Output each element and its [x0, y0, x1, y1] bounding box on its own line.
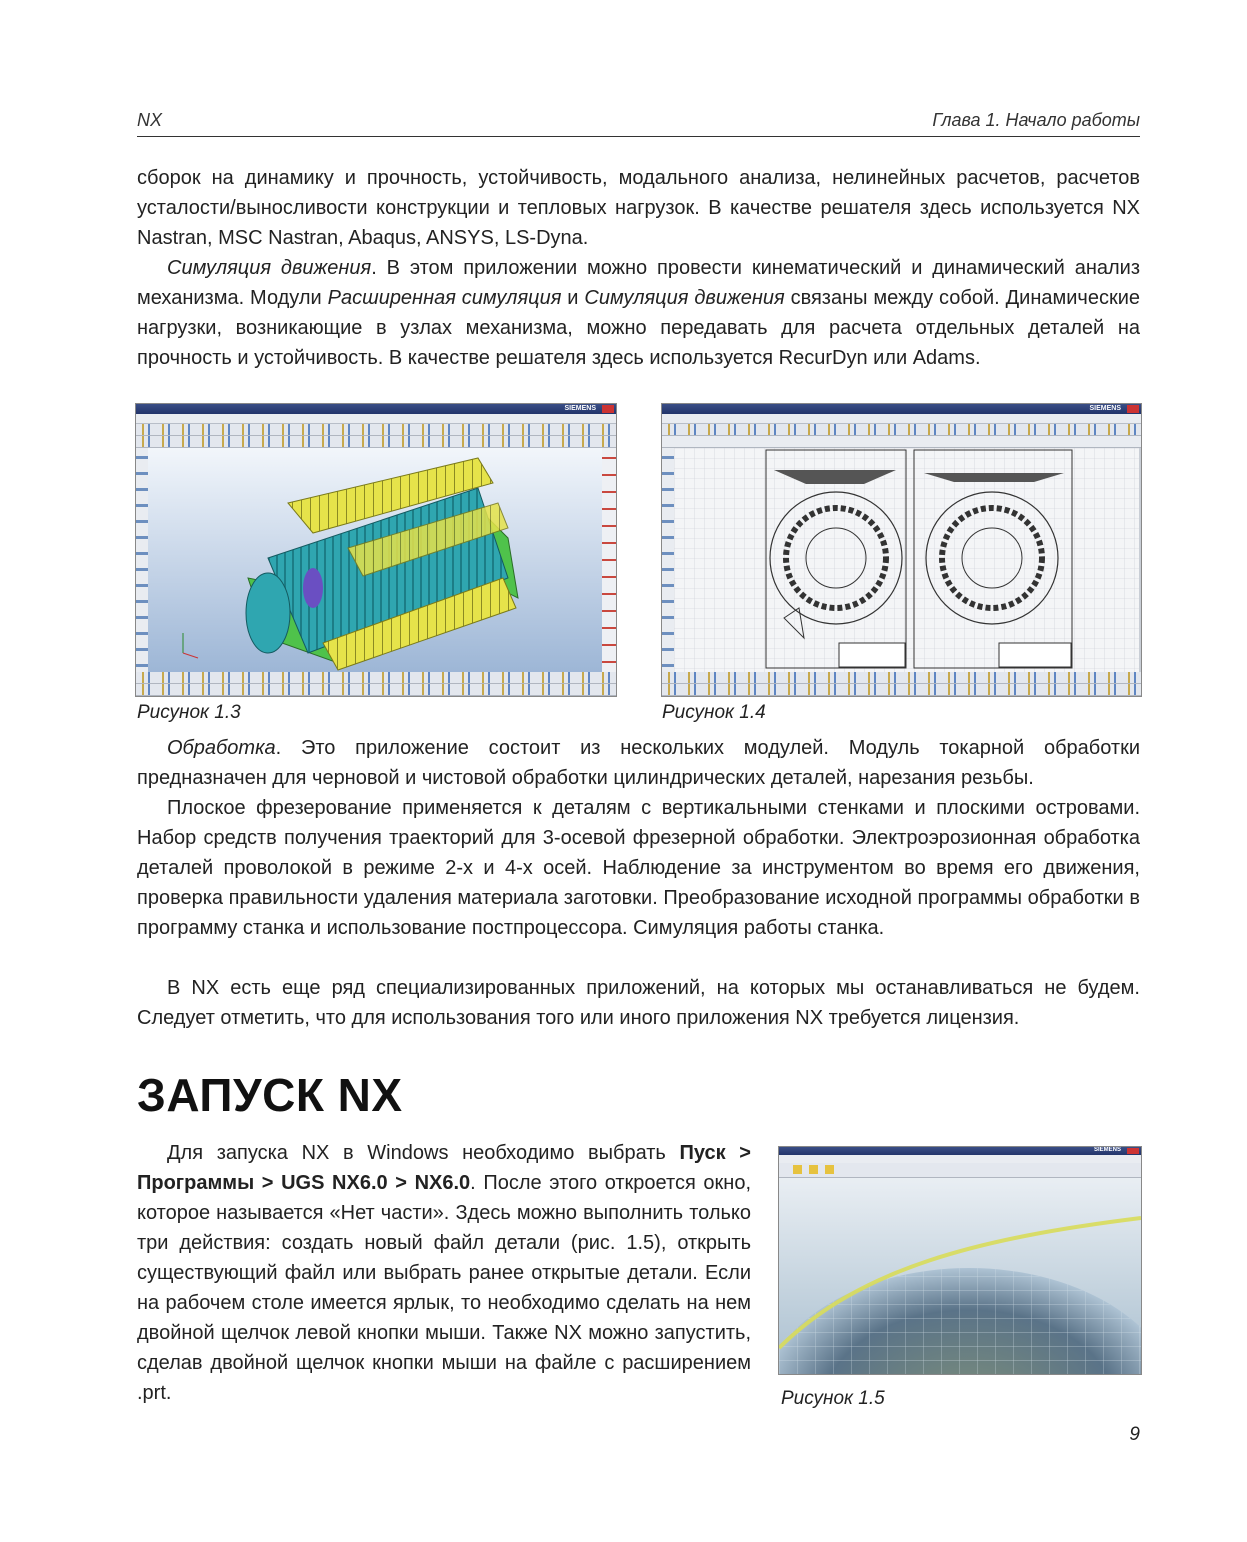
resource-bar: [662, 448, 674, 672]
close-icon: [1127, 1148, 1139, 1154]
toolbar: [136, 436, 616, 448]
paragraph-text: связаны между собой. Динамические нагрузки, возникающие в узлах механизма, можно передавать для расчета отдельных деталей на прочность и устойчивость. В качестве решателя здесь используется RecurDyn или Adams.: [137, 287, 1140, 369]
brand-label: SIEMENS: [1089, 405, 1121, 412]
bottom-toolbar: [662, 684, 1141, 696]
menu-bar: [136, 414, 616, 424]
term-motion-simulation: Симуляция движения: [167, 257, 372, 279]
toolbar: [662, 424, 1141, 436]
header-book-title: NX: [137, 110, 163, 130]
brand-label: SIEMENS: [1093, 1147, 1121, 1153]
close-icon: [602, 405, 614, 413]
start-background: [779, 1178, 1141, 1374]
standard-toolbar: [779, 1163, 1141, 1178]
term-machining: Обработка: [167, 737, 276, 759]
window-titlebar: [662, 404, 1141, 414]
paragraph-machining: [137, 733, 1140, 793]
new-file-icon: [793, 1165, 802, 1174]
term-motion-simulation-2: Симуляция движения: [584, 287, 785, 309]
page-number: 9: [1129, 1424, 1140, 1445]
paragraph-text: Для запуска NX в Windows необходимо выбрать: [167, 1142, 680, 1164]
figure-1-5-screenshot: [778, 1146, 1142, 1375]
right-toolbar: [602, 448, 616, 672]
menu-path: Пуск > Программы > UGS NX6.0 > NX6.0: [137, 1142, 751, 1194]
brand-label: SIEMENS: [564, 405, 596, 412]
header-chapter-title: Глава 1. Начало работы: [932, 110, 1140, 130]
figure-1-4-caption: Рисунок 1.4: [662, 702, 766, 723]
resource-bar: [136, 448, 148, 672]
selection-bar: [662, 436, 1141, 448]
toolbar: [136, 424, 616, 436]
window-titlebar: [136, 404, 616, 414]
section-heading: ЗАПУСК NX: [137, 1069, 403, 1121]
figure-1-3-caption: Рисунок 1.3: [137, 702, 241, 723]
term-advanced-simulation: Расширенная симуляция: [327, 287, 562, 309]
paragraph-licensing: В NX есть еще ряд специализированных приложений, на которых мы останавливаться не будем. Следует отметить, что для использования того или иного приложения NX требуется лицензия.: [137, 977, 1140, 1029]
paragraph-text: . Это приложение состоит из нескольких модулей. Модуль токарной обработки предназначен для черновой и чистовой обработки цилиндрических деталей, нарезания резьбы.: [137, 737, 1140, 789]
figure-1-4-screenshot: [661, 403, 1142, 697]
paragraph-text: и: [561, 287, 585, 309]
paragraph-milling: Плоское фрезерование применяется к деталям с вертикальными стенками и плоскими островами. Набор средств получения траекторий для 3-осевой фрезерной обработки. Электроэрозионная обработка деталей проволокой в режиме 2-х и 4-х осей. Наблюдение за инструментом во время его движения, проверка правильности удаления материала заготовки. Преобразование исходной программы обработки в программу станка и использование постпроцессора. Симуляция работы станка.: [137, 797, 1140, 939]
drawing-sheet-view: [674, 448, 1139, 672]
close-icon: [1127, 405, 1139, 413]
bearing: [303, 568, 323, 608]
3d-viewport: [148, 448, 602, 672]
bottom-toolbar: [662, 672, 1141, 684]
paragraph-launch: [137, 1138, 751, 1408]
running-header: [137, 108, 1140, 137]
paragraph-motion-simulation: [137, 253, 1140, 373]
bottom-toolbar: [136, 672, 616, 684]
bottom-toolbar: [136, 684, 616, 696]
figure-1-3-screenshot: [135, 403, 617, 697]
title-block-left: [839, 643, 905, 667]
recent-parts-icon: [825, 1165, 834, 1174]
open-file-icon: [809, 1165, 818, 1174]
end-shield: [246, 573, 290, 653]
paragraph-text: . В этом приложении можно провести кинематический и динамический анализ механизма. Модули: [137, 257, 1140, 309]
menu-bar: [662, 414, 1141, 424]
figure-1-5-caption: Рисунок 1.5: [781, 1388, 885, 1409]
paragraph-analysis: сборок на динамику и прочность, устойчивость, модального анализа, нелинейных расчетов, расчетов усталости/выносливости конструкции и тепловых нагрузок. В качестве решателя здесь используется NX Nastran, MSC Nastran, Abaqus, ANSYS, LS-Dyna.: [137, 167, 1140, 249]
window-titlebar: [779, 1147, 1141, 1155]
paragraph-text: . После этого откроется окно, которое называется «Нет части». Здесь можно выполнить только три действия: создать новый файл детали (рис. 1.5), открыть существующий файл или выбрать ранее открытые детали. Если на рабочем столе имеется ярлык, то необходимо сделать на нем двойной щелчок левой кнопки мыши. Также NX можно запустить, сделав двойной щелчок кнопки мыши на файле с расширением .prt.: [137, 1172, 751, 1404]
title-block-right: [999, 643, 1071, 667]
